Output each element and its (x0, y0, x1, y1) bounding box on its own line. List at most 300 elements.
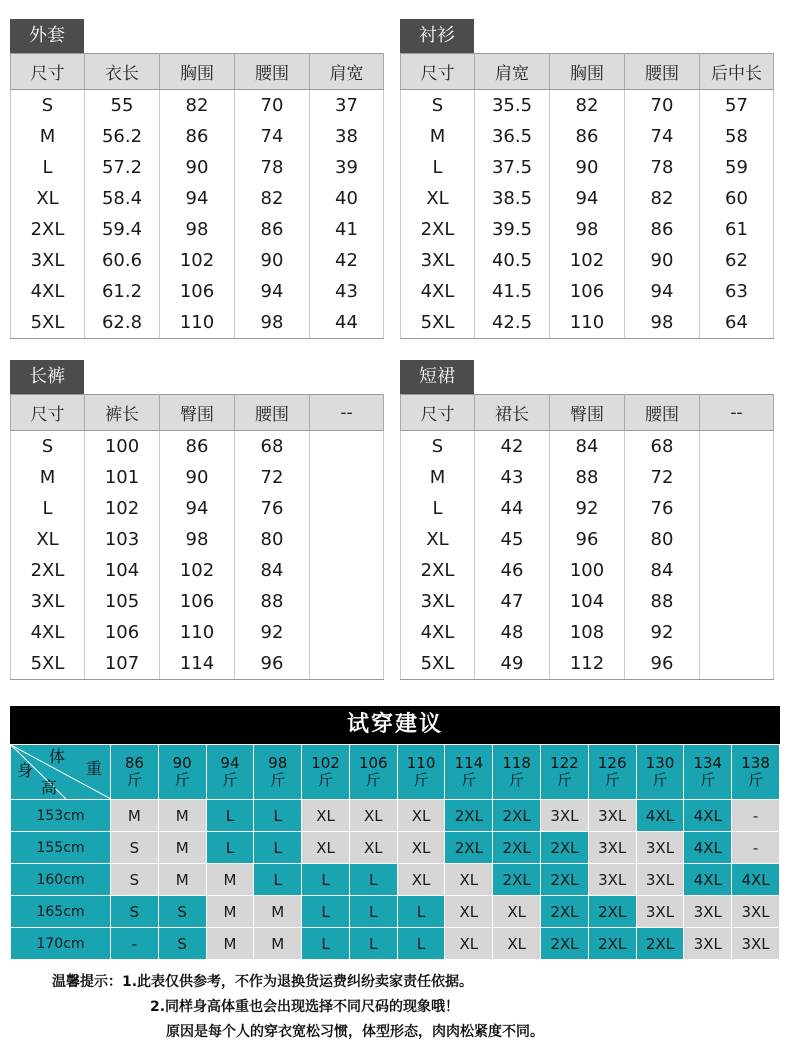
measure-cell: 102 (550, 245, 625, 276)
recommended-size-cell: 2XL (636, 928, 684, 960)
height-label: 165cm (11, 896, 111, 928)
size-cell: XL (11, 524, 85, 555)
weight-value: 94 (220, 754, 240, 772)
notes-line-2: 2.同样身高体重也会出现选择不同尺码的现象哦！ (150, 999, 460, 1015)
measure-cell: 35.5 (475, 90, 550, 122)
corner-weight-2: 重 (85, 759, 102, 778)
table-row (11, 896, 780, 928)
notes-text-1: 1.此表仅供参考，不作为退换货运费纠纷卖家责任依据。 (122, 974, 474, 990)
measure-cell: 60 (700, 183, 774, 214)
measure-cell: 74 (235, 121, 310, 152)
measure-cell (310, 524, 384, 555)
measure-cell: 112 (550, 648, 625, 680)
measure-cell: 98 (625, 307, 700, 339)
measure-cell: 100 (85, 431, 160, 463)
notes-line-1 (52, 970, 544, 995)
measure-cell: 84 (625, 555, 700, 586)
size-cell: 5XL (401, 648, 475, 680)
measure-cell: 94 (160, 493, 235, 524)
table-row (401, 493, 774, 524)
column-header: 裙长 (475, 395, 550, 431)
recommended-size-cell: 4XL (732, 864, 780, 896)
header-row (11, 395, 384, 431)
measure-cell: 59.4 (85, 214, 160, 245)
recommended-size-cell: XL (397, 832, 445, 864)
measure-cell: 70 (625, 90, 700, 122)
measure-cell: 62.8 (85, 307, 160, 339)
recommended-size-cell: 3XL (636, 896, 684, 928)
recommended-size-cell: L (254, 864, 302, 896)
table-row (11, 648, 384, 680)
measure-cell: 90 (160, 462, 235, 493)
recommended-size-cell: XL (445, 928, 493, 960)
measure-cell (700, 586, 774, 617)
column-header: 臀围 (550, 395, 625, 431)
recommended-size-cell: M (111, 800, 159, 832)
size-cell: L (401, 493, 475, 524)
measure-cell: 107 (85, 648, 160, 680)
recommended-size-cell: L (349, 928, 397, 960)
weight-value: 134 (693, 754, 723, 772)
recommended-size-cell: M (206, 864, 254, 896)
recommended-size-cell: XL (397, 800, 445, 832)
size-cell: M (11, 462, 85, 493)
weight-value: 102 (311, 754, 340, 772)
recommended-size-cell: - (732, 832, 780, 864)
recommended-size-cell: 3XL (732, 928, 780, 960)
table-row (401, 648, 774, 680)
weight-value: 138 (741, 754, 770, 772)
recommended-size-cell: 3XL (588, 832, 636, 864)
measure-cell: 102 (85, 493, 160, 524)
table-row (11, 307, 384, 339)
measure-cell: 110 (550, 307, 625, 339)
weight-unit: 斤 (556, 771, 572, 789)
measure-cell: 58 (700, 121, 774, 152)
size-cell: S (401, 90, 475, 122)
measure-cell: 102 (160, 555, 235, 586)
size-cell: 2XL (401, 214, 475, 245)
header-row (11, 54, 384, 90)
measure-cell (310, 586, 384, 617)
size-cell: XL (401, 524, 475, 555)
measure-cell: 43 (310, 276, 384, 307)
recommended-size-cell: XL (349, 832, 397, 864)
recommended-size-cell: 2XL (493, 864, 541, 896)
column-header: 腰围 (235, 54, 310, 90)
measure-cell: 98 (160, 214, 235, 245)
table-row (11, 431, 384, 463)
corner-weight-1: 体 (49, 747, 66, 766)
header-row (401, 54, 774, 90)
recommended-size-cell: M (158, 832, 206, 864)
measure-cell: 105 (85, 586, 160, 617)
recommended-size-cell: 3XL (636, 864, 684, 896)
measure-cell: 94 (160, 183, 235, 214)
recommended-size-cell: 2XL (541, 864, 589, 896)
measure-cell (700, 648, 774, 680)
column-header: 臀围 (160, 395, 235, 431)
size-cell: 5XL (401, 307, 475, 339)
weight-value: 114 (454, 754, 484, 772)
recommended-size-cell: XL (445, 896, 493, 928)
column-header: 裤长 (85, 395, 160, 431)
measure-cell: 64 (700, 307, 774, 339)
measure-cell: 82 (625, 183, 700, 214)
recommended-size-cell: XL (493, 928, 541, 960)
size-cell: 4XL (401, 276, 475, 307)
weight-header (445, 745, 493, 800)
measure-cell: 94 (625, 276, 700, 307)
measure-cell (310, 648, 384, 680)
measure-cell: 86 (160, 121, 235, 152)
notes-line-3: 原因是每个人的穿衣宽松习惯，体型形态，肉肉松紧度不同。 (166, 1024, 544, 1040)
weight-header (349, 745, 397, 800)
recommended-size-cell: L (302, 864, 350, 896)
measure-cell: 74 (625, 121, 700, 152)
column-header: 腰围 (625, 54, 700, 90)
measure-cell: 92 (625, 617, 700, 648)
weight-value: 118 (502, 754, 531, 772)
size-cell: 2XL (401, 555, 475, 586)
measure-cell (700, 431, 774, 463)
weight-value: 130 (645, 754, 675, 772)
table-row (11, 493, 384, 524)
notes (52, 970, 544, 1045)
column-header: 后中长 (700, 54, 774, 90)
column-header: 尺寸 (11, 54, 85, 90)
measure-cell: 110 (160, 617, 235, 648)
recommended-size-cell: L (349, 864, 397, 896)
table-row (11, 90, 384, 122)
recommended-size-cell: L (349, 896, 397, 928)
size-cell: 2XL (11, 214, 85, 245)
column-header: -- (310, 395, 384, 431)
measure-cell: 92 (550, 493, 625, 524)
measure-cell: 58.4 (85, 183, 160, 214)
measure-cell: 106 (160, 276, 235, 307)
fitting-title: 试穿建议 (10, 706, 780, 744)
measure-cell: 82 (550, 90, 625, 122)
measure-cell: 114 (160, 648, 235, 680)
measure-cell: 36.5 (475, 121, 550, 152)
column-header: 尺寸 (401, 54, 475, 90)
measure-cell: 110 (160, 307, 235, 339)
weight-header (541, 745, 589, 800)
recommended-size-cell: 3XL (636, 832, 684, 864)
measure-cell: 57 (700, 90, 774, 122)
table-row (11, 832, 780, 864)
table-row (401, 462, 774, 493)
measure-cell: 82 (160, 90, 235, 122)
measure-cell: 103 (85, 524, 160, 555)
weight-value: 86 (124, 754, 144, 772)
measure-cell: 78 (235, 152, 310, 183)
measure-cell: 86 (625, 214, 700, 245)
measure-cell: 56.2 (85, 121, 160, 152)
size-cell: 4XL (401, 617, 475, 648)
weight-unit: 斤 (365, 771, 381, 789)
measure-cell: 43 (475, 462, 550, 493)
size-cell: 4XL (11, 276, 85, 307)
measure-cell: 78 (625, 152, 700, 183)
recommended-size-cell: 3XL (684, 896, 732, 928)
measure-cell: 98 (550, 214, 625, 245)
measure-cell: 106 (160, 586, 235, 617)
corner-height-1: 身 (17, 761, 34, 780)
size-cell: S (401, 431, 475, 463)
recommended-size-cell: S (158, 896, 206, 928)
weight-header (206, 745, 254, 800)
table-row (401, 586, 774, 617)
recommended-size-cell: M (254, 896, 302, 928)
recommended-size-cell: 4XL (684, 864, 732, 896)
weight-unit: 斤 (652, 771, 668, 789)
size-cell: 3XL (11, 245, 85, 276)
measure-cell: 104 (550, 586, 625, 617)
measure-cell: 68 (235, 431, 310, 463)
size-cell: L (11, 152, 85, 183)
recommended-size-cell: 3XL (732, 896, 780, 928)
table-row (11, 276, 384, 307)
measure-cell (310, 493, 384, 524)
recommended-size-cell: L (206, 832, 254, 864)
measure-cell: 80 (625, 524, 700, 555)
measure-cell: 47 (475, 586, 550, 617)
weight-unit: 斤 (700, 771, 716, 789)
measure-cell: 92 (235, 617, 310, 648)
recommended-size-cell: S (111, 832, 159, 864)
weight-header (493, 745, 541, 800)
recommended-size-cell: 2XL (541, 896, 589, 928)
measure-cell: 86 (160, 431, 235, 463)
measure-cell: 86 (550, 121, 625, 152)
table-jacket (10, 53, 384, 339)
column-header: 尺寸 (401, 395, 475, 431)
recommended-size-cell: L (254, 832, 302, 864)
table-row (401, 245, 774, 276)
table-row (11, 183, 384, 214)
recommended-size-cell: S (158, 928, 206, 960)
recommended-size-cell: M (254, 928, 302, 960)
measure-cell: 68 (625, 431, 700, 463)
recommended-size-cell: XL (349, 800, 397, 832)
measure-cell: 37.5 (475, 152, 550, 183)
table-row (11, 800, 780, 832)
measure-cell: 61 (700, 214, 774, 245)
weight-unit: 斤 (126, 771, 142, 789)
size-cell: S (11, 431, 85, 463)
table-skirt (400, 394, 774, 680)
measure-cell: 96 (625, 648, 700, 680)
measure-cell: 88 (625, 586, 700, 617)
table-row (401, 524, 774, 555)
table-row (11, 121, 384, 152)
recommended-size-cell: M (206, 928, 254, 960)
weight-header (158, 745, 206, 800)
table-row (11, 214, 384, 245)
weight-value: 106 (358, 754, 388, 772)
measure-cell: 42 (475, 431, 550, 463)
measure-cell (700, 617, 774, 648)
measure-cell: 45 (475, 524, 550, 555)
recommended-size-cell: M (158, 800, 206, 832)
recommended-size-cell: L (302, 928, 350, 960)
size-cell: M (11, 121, 85, 152)
measure-cell: 39 (310, 152, 384, 183)
measure-cell: 46 (475, 555, 550, 586)
measure-cell: 90 (625, 245, 700, 276)
weight-unit: 斤 (270, 771, 286, 789)
column-header: 腰围 (235, 395, 310, 431)
height-label: 153cm (11, 800, 111, 832)
measure-cell: 98 (160, 524, 235, 555)
recommended-size-cell: - (111, 928, 159, 960)
measure-cell: 80 (235, 524, 310, 555)
recommended-size-cell: 4XL (684, 832, 732, 864)
recommended-size-cell: 3XL (684, 928, 732, 960)
measure-cell: 90 (235, 245, 310, 276)
recommended-size-cell: 4XL (684, 800, 732, 832)
measure-cell: 96 (550, 524, 625, 555)
table-pants (10, 394, 384, 680)
recommended-size-cell: XL (302, 832, 350, 864)
table-row (11, 152, 384, 183)
size-cell: 2XL (11, 555, 85, 586)
measure-cell: 40 (310, 183, 384, 214)
measure-cell: 37 (310, 90, 384, 122)
weight-unit: 斤 (174, 771, 190, 789)
recommended-size-cell: 2XL (445, 800, 493, 832)
weight-unit: 斤 (509, 771, 525, 789)
measure-cell: 108 (550, 617, 625, 648)
size-cell: 3XL (401, 245, 475, 276)
measure-cell: 88 (235, 586, 310, 617)
measure-cell: 40.5 (475, 245, 550, 276)
weight-header (732, 745, 780, 800)
recommended-size-cell: XL (493, 896, 541, 928)
measure-cell: 48 (475, 617, 550, 648)
table-row (11, 617, 384, 648)
size-cell: S (11, 90, 85, 122)
weight-header (588, 745, 636, 800)
table-row (11, 928, 780, 960)
column-header: 腰围 (625, 395, 700, 431)
weight-value: 110 (406, 754, 436, 772)
height-label: 160cm (11, 864, 111, 896)
table-shirt (400, 53, 774, 339)
measure-cell: 106 (550, 276, 625, 307)
weight-unit: 斤 (461, 771, 477, 789)
recommended-size-cell: S (111, 864, 159, 896)
table-row (401, 90, 774, 122)
measure-cell: 94 (550, 183, 625, 214)
measure-cell: 41 (310, 214, 384, 245)
recommended-size-cell: L (397, 928, 445, 960)
measure-cell: 63 (700, 276, 774, 307)
measure-cell (310, 462, 384, 493)
recommended-size-cell: L (206, 800, 254, 832)
measure-cell: 76 (625, 493, 700, 524)
size-cell: 3XL (401, 586, 475, 617)
recommended-size-cell: M (206, 896, 254, 928)
weight-unit: 斤 (748, 771, 764, 789)
tag-shirt: 衬衫 (400, 19, 474, 53)
measure-cell: 44 (475, 493, 550, 524)
weight-value: 90 (172, 754, 192, 772)
measure-cell: 44 (310, 307, 384, 339)
measure-cell: 38.5 (475, 183, 550, 214)
measure-cell (700, 462, 774, 493)
measure-cell: 72 (235, 462, 310, 493)
measure-cell: 86 (235, 214, 310, 245)
height-label: 155cm (11, 832, 111, 864)
weight-header (111, 745, 159, 800)
column-header: 胸围 (550, 54, 625, 90)
tag-jacket: 外套 (10, 19, 84, 53)
measure-cell (310, 617, 384, 648)
measure-cell (310, 431, 384, 463)
weight-unit: 斤 (318, 771, 334, 789)
table-row (11, 524, 384, 555)
column-header: 肩宽 (310, 54, 384, 90)
measure-cell: 100 (550, 555, 625, 586)
measure-cell: 94 (235, 276, 310, 307)
measure-cell: 90 (160, 152, 235, 183)
weight-header (254, 745, 302, 800)
weight-header (302, 745, 350, 800)
measure-cell: 70 (235, 90, 310, 122)
size-cell: 5XL (11, 307, 85, 339)
measure-cell (700, 524, 774, 555)
recommended-size-cell: 2XL (493, 832, 541, 864)
measure-cell: 57.2 (85, 152, 160, 183)
measure-cell: 104 (85, 555, 160, 586)
recommended-size-cell: 3XL (588, 864, 636, 896)
weight-value: 122 (550, 754, 579, 772)
recommended-size-cell: XL (397, 864, 445, 896)
measure-cell: 76 (235, 493, 310, 524)
table-row (401, 214, 774, 245)
table-row (11, 462, 384, 493)
recommended-size-cell: 2XL (493, 800, 541, 832)
measure-cell: 39.5 (475, 214, 550, 245)
recommended-size-cell: L (254, 800, 302, 832)
size-cell: 5XL (11, 648, 85, 680)
size-cell: 3XL (11, 586, 85, 617)
table-row (401, 276, 774, 307)
measure-cell: 102 (160, 245, 235, 276)
tag-pants: 长裤 (10, 360, 84, 394)
measure-cell: 98 (235, 307, 310, 339)
size-cell: XL (401, 183, 475, 214)
measure-cell: 101 (85, 462, 160, 493)
measure-cell: 90 (550, 152, 625, 183)
recommended-size-cell: 2XL (588, 928, 636, 960)
size-cell: 4XL (11, 617, 85, 648)
corner-height-2: 高 (41, 778, 58, 797)
weight-value: 126 (597, 754, 627, 772)
measure-cell: 61.2 (85, 276, 160, 307)
size-cell: M (401, 462, 475, 493)
measure-cell: 96 (235, 648, 310, 680)
recommended-size-cell: L (302, 896, 350, 928)
measure-cell: 88 (550, 462, 625, 493)
measure-cell: 49 (475, 648, 550, 680)
recommended-size-cell: 3XL (588, 800, 636, 832)
measure-cell (700, 555, 774, 586)
table-row (401, 152, 774, 183)
